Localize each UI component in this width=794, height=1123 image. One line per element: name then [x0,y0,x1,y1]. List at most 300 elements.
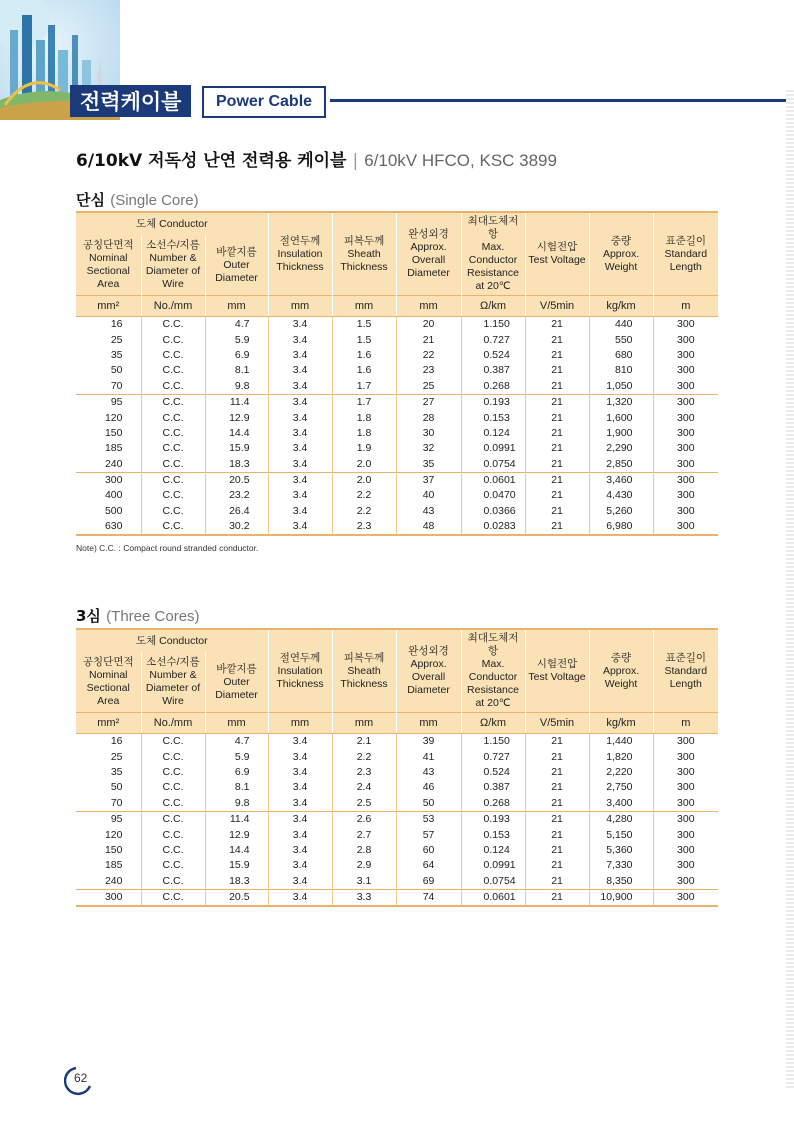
cell-test-voltage: 21 [525,394,589,410]
table-row [76,765,718,780]
cell-length: 300 [653,780,718,795]
cell-outer-dia: 20.5 [205,472,268,488]
cell-nominal-area: 120 [104,828,123,841]
cell-outer-dia: 8.1 [205,363,268,378]
table-row [76,734,718,750]
cell-sheath: 1.7 [332,394,396,410]
cell-insulation: 3.4 [268,749,332,764]
col-overall-kr: 완성외경 [408,645,449,657]
cell-test-voltage: 21 [525,843,589,858]
table-note: Note) C.C. : Compact round stranded conductor. [76,543,259,553]
table-row [76,348,718,363]
cell-outer-dia: 8.1 [205,780,268,795]
cell-sheath: 2.9 [332,858,396,873]
cell-test-voltage: 21 [525,332,589,347]
col-resistance-en: Max. Conductor Resistance at 20℃ [467,241,519,292]
cell-wire: C.C. [141,426,205,441]
table-row [76,472,718,488]
unit-cell: kg/km [589,296,653,317]
cell-outer-dia: 4.7 [205,317,268,333]
cell-weight: 1,320 [589,394,653,410]
col-length-en: Standard Length [664,664,708,690]
cell-weight: 3,400 [589,796,653,812]
table-row [76,811,718,827]
col-overall-en: Approx. Overall Diameter [407,241,450,279]
cell-length: 300 [653,889,718,906]
cell-insulation: 3.4 [268,874,332,890]
unit-cell: mm [332,296,396,317]
col-resistance [461,629,525,713]
cell-wire: C.C. [141,472,205,488]
col-test-voltage-en: Test Voltage [528,254,586,266]
cell-sheath: 2.2 [332,504,396,519]
cell-wire: C.C. [141,519,205,535]
cell-resistance: 0.524 [461,348,525,363]
cell-insulation: 3.4 [268,858,332,873]
cell-weight: 2,290 [589,441,653,456]
col-nominal-area-en: Nominal Sectional Area [86,669,130,707]
cell-nominal-area: 120 [104,411,123,424]
col-wire-kr: 소선수/지름 [146,239,200,251]
cell-insulation: 3.4 [268,441,332,456]
col-insulation-kr: 절연두께 [279,651,321,664]
cell-length: 300 [653,348,718,363]
cell-sheath: 2.6 [332,811,396,827]
cell-nominal-area: 16 [76,734,141,750]
col-insulation [268,212,332,296]
header-title-en: Power Cable [202,86,326,118]
cell-insulation: 3.4 [268,426,332,441]
single-core-table [76,211,718,536]
col-sheath-kr: 피복두께 [343,651,385,664]
cell-insulation: 3.4 [268,734,332,750]
cell-insulation: 3.4 [268,410,332,425]
unit-cell: kg/km [589,713,653,734]
cell-wire: C.C. [141,874,205,890]
section-title-three-cores [76,605,200,626]
cell-wire: C.C. [141,843,205,858]
cell-length: 300 [653,332,718,347]
cell-length: 300 [653,749,718,764]
col-length-kr: 표준길이 [665,234,707,247]
cell-length: 300 [653,457,718,473]
cell-nominal-area: 50 [110,781,123,794]
cell-weight: 1,820 [589,749,653,764]
cell-length: 300 [653,394,718,410]
cell-insulation: 3.4 [268,317,332,333]
cell-weight: 3,460 [589,472,653,488]
col-insulation-en: Insulation Thickness [276,247,324,273]
cell-resistance: 0.387 [461,780,525,795]
cell-overall: 35 [396,457,461,473]
cell-sheath: 1.6 [332,363,396,378]
table-row [76,457,718,473]
cell-overall: 48 [396,519,461,535]
cell-resistance: 0.0754 [461,874,525,890]
cell-overall: 28 [396,410,461,425]
cell-wire: C.C. [141,858,205,873]
col-outer-dia-en: Outer Diameter [215,258,258,284]
cell-insulation: 3.4 [268,504,332,519]
cell-nominal-area: 150 [104,843,123,856]
conductor-group-header: 도체 Conductor [76,629,268,652]
col-weight-en: Approx. Weight [602,664,640,690]
cell-insulation: 3.4 [268,457,332,473]
table-row [76,441,718,456]
col-nominal-area-kr: 공칭단면적 [82,239,134,251]
table-row [76,796,718,812]
cell-test-voltage: 21 [525,426,589,441]
col-test-voltage-en: Test Voltage [528,671,586,683]
col-outer-dia [205,652,268,713]
cell-sheath: 2.2 [332,488,396,503]
cell-test-voltage: 21 [525,858,589,873]
cell-outer-dia: 26.4 [205,504,268,519]
unit-cell: mm [396,713,461,734]
col-sheath [332,212,396,296]
col-sheath [332,629,396,713]
cell-length: 300 [653,426,718,441]
table-row [76,874,718,890]
cell-overall: 27 [396,394,461,410]
cell-overall: 40 [396,488,461,503]
cell-test-voltage: 21 [525,504,589,519]
cell-sheath: 2.2 [332,749,396,764]
three-cores-table [76,628,718,907]
col-outer-dia-kr: 바깥지름 [216,245,257,258]
cell-outer-dia: 18.3 [205,457,268,473]
cell-sheath: 2.4 [332,780,396,795]
col-resistance [461,212,525,296]
unit-cell: mm [396,296,461,317]
cell-resistance: 0.0754 [461,457,525,473]
cell-nominal-area: 70 [110,796,123,809]
cell-wire: C.C. [141,457,205,473]
cell-nominal-area: 500 [104,504,123,517]
cell-sheath: 2.0 [332,457,396,473]
table-row [76,426,718,441]
cell-wire: C.C. [141,504,205,519]
cell-wire: C.C. [141,811,205,827]
cell-wire: C.C. [141,765,205,780]
col-length [653,212,718,296]
cell-test-voltage: 21 [525,827,589,842]
section-title-en: (Single Core) [110,192,199,209]
cell-wire: C.C. [141,363,205,378]
cell-test-voltage: 21 [525,749,589,764]
cell-wire: C.C. [141,394,205,410]
cell-sheath: 1.5 [332,332,396,347]
cell-resistance: 0.0283 [461,519,525,535]
cell-outer-dia: 6.9 [205,765,268,780]
page-number-text: 62 [74,1071,88,1085]
cell-outer-dia: 23.2 [205,488,268,503]
cell-overall: 64 [396,858,461,873]
col-resistance-kr: 최대도체저항 [467,632,519,657]
cell-weight: 5,360 [589,843,653,858]
cell-weight: 5,150 [589,827,653,842]
cell-wire: C.C. [141,488,205,503]
cell-resistance: 0.193 [461,811,525,827]
table-header [76,212,718,317]
section-title-kr: 3심 [76,607,101,625]
cell-nominal-area: 35 [110,348,123,361]
cell-wire: C.C. [141,780,205,795]
cell-overall: 22 [396,348,461,363]
side-strip [786,88,794,1088]
cell-insulation: 3.4 [268,889,332,906]
unit-cell: mm [205,713,268,734]
conductor-group-header: 도체 Conductor [76,212,268,235]
cell-insulation: 3.4 [268,488,332,503]
cell-nominal-area: 400 [104,489,123,502]
cell-weight: 2,850 [589,457,653,473]
cell-nominal-area: 185 [104,859,123,872]
cell-test-voltage: 21 [525,796,589,812]
cell-outer-dia: 9.8 [205,796,268,812]
unit-cell: mm [205,296,268,317]
col-weight-en: Approx. Weight [602,247,640,273]
table-body [76,734,718,907]
cell-weight: 7,330 [589,858,653,873]
cell-nominal-area: 25 [110,333,123,346]
cell-nominal-area: 300 [76,472,141,488]
cell-overall: 32 [396,441,461,456]
cell-overall: 21 [396,332,461,347]
col-insulation-en: Insulation Thickness [276,664,324,690]
cell-resistance: 0.0991 [461,441,525,456]
cell-test-voltage: 21 [525,363,589,378]
cell-insulation: 3.4 [268,394,332,410]
cell-length: 300 [653,734,718,750]
cell-resistance: 0.124 [461,843,525,858]
section-title-en: (Three Cores) [106,608,200,625]
col-outer-dia-kr: 바깥지름 [216,662,257,675]
cell-sheath: 1.8 [332,410,396,425]
table-row [76,749,718,764]
cell-weight: 2,750 [589,780,653,795]
col-length [653,629,718,713]
table-row [76,410,718,425]
cell-sheath: 2.3 [332,765,396,780]
cell-insulation: 3.4 [268,379,332,395]
col-overall-en: Approx. Overall Diameter [407,658,450,696]
cell-sheath: 1.9 [332,441,396,456]
cell-outer-dia: 12.9 [205,827,268,842]
cell-resistance: 0.524 [461,765,525,780]
cell-test-voltage: 21 [525,734,589,750]
cell-outer-dia: 5.9 [205,749,268,764]
col-test-voltage-kr: 시험전압 [536,241,578,253]
cell-outer-dia: 12.9 [205,410,268,425]
cell-overall: 57 [396,827,461,842]
page-number [64,1066,94,1096]
cell-nominal-area: 240 [104,874,123,887]
cell-outer-dia: 14.4 [205,843,268,858]
cell-resistance: 0.268 [461,796,525,812]
col-nominal-area [76,652,141,713]
table-row [76,332,718,347]
cell-test-voltage: 21 [525,889,589,906]
cell-weight: 810 [589,363,653,378]
cell-length: 300 [653,519,718,535]
unit-cell: mm [332,713,396,734]
cell-insulation: 3.4 [268,765,332,780]
cell-outer-dia: 15.9 [205,441,268,456]
cell-overall: 50 [396,796,461,812]
header-banner [0,0,794,130]
cell-insulation: 3.4 [268,472,332,488]
cell-outer-dia: 4.7 [205,734,268,750]
unit-cell: m [653,713,718,734]
cell-length: 300 [653,488,718,503]
cell-length: 300 [653,379,718,395]
cell-resistance: 1.150 [461,317,525,333]
cell-resistance: 0.0366 [461,504,525,519]
cell-insulation: 3.4 [268,363,332,378]
cell-length: 300 [653,858,718,873]
cell-sheath: 2.0 [332,472,396,488]
units-row [76,713,718,734]
cell-resistance: 0.0470 [461,488,525,503]
cell-weight: 8,350 [589,874,653,890]
col-nominal-area-kr: 공칭단면적 [82,656,134,668]
cell-weight: 4,430 [589,488,653,503]
cell-test-voltage: 21 [525,780,589,795]
cell-test-voltage: 21 [525,472,589,488]
cell-nominal-area: 240 [104,457,123,470]
cell-overall: 37 [396,472,461,488]
table-row [76,488,718,503]
col-wire-en: Number & Diameter of Wire [145,252,201,290]
cell-wire: C.C. [141,749,205,764]
cell-overall: 74 [396,889,461,906]
section-title-kr: 단심 [76,191,105,209]
cell-weight: 440 [589,317,653,333]
cell-sheath: 1.6 [332,348,396,363]
cell-wire: C.C. [141,734,205,750]
cell-weight: 1,440 [589,734,653,750]
col-insulation-kr: 절연두께 [279,234,321,247]
cell-overall: 53 [396,811,461,827]
col-weight [589,212,653,296]
cell-wire: C.C. [141,796,205,812]
cell-weight: 550 [589,332,653,347]
cell-sheath: 2.7 [332,827,396,842]
cell-sheath: 2.5 [332,796,396,812]
unit-cell: Ω/km [461,296,525,317]
col-length-kr: 표준길이 [665,651,707,664]
unit-cell: No./mm [141,713,205,734]
cell-test-voltage: 21 [525,874,589,890]
cell-outer-dia: 15.9 [205,858,268,873]
cell-test-voltage: 21 [525,519,589,535]
cell-length: 300 [653,441,718,456]
unit-cell: mm [268,713,332,734]
col-overall [396,629,461,713]
cell-weight: 2,220 [589,765,653,780]
col-overall [396,212,461,296]
cell-resistance: 0.727 [461,749,525,764]
cell-sheath: 2.3 [332,519,396,535]
cell-weight: 6,980 [589,519,653,535]
col-test-voltage [525,212,589,296]
cell-overall: 23 [396,363,461,378]
table-row [76,519,718,535]
col-sheath-en: Sheath Thickness [340,247,388,273]
table-row [76,317,718,333]
cell-wire: C.C. [141,410,205,425]
cell-insulation: 3.4 [268,519,332,535]
unit-cell: No./mm [141,296,205,317]
cell-nominal-area: 16 [76,317,141,333]
cell-sheath: 1.8 [332,426,396,441]
col-outer-dia [205,235,268,296]
cell-length: 300 [653,410,718,425]
cell-overall: 69 [396,874,461,890]
cell-wire: C.C. [141,317,205,333]
col-weight-kr: 중량 [610,234,632,247]
cell-resistance: 0.268 [461,379,525,395]
cell-length: 300 [653,811,718,827]
col-wire [141,235,205,296]
cell-outer-dia: 11.4 [205,394,268,410]
cell-outer-dia: 5.9 [205,332,268,347]
cell-length: 300 [653,472,718,488]
cell-nominal-area: 70 [110,379,123,392]
col-wire [141,652,205,713]
cell-test-voltage: 21 [525,348,589,363]
col-outer-dia-en: Outer Diameter [215,675,258,701]
cell-outer-dia: 20.5 [205,889,268,906]
cell-test-voltage: 21 [525,765,589,780]
cell-weight: 1,600 [589,410,653,425]
unit-cell: Ω/km [461,713,525,734]
col-nominal-area-en: Nominal Sectional Area [86,252,130,290]
cell-nominal-area: 95 [76,394,141,410]
cell-wire: C.C. [141,332,205,347]
col-sheath-en: Sheath Thickness [340,664,388,690]
cell-test-voltage: 21 [525,410,589,425]
table-row [76,843,718,858]
cell-resistance: 0.153 [461,827,525,842]
cell-weight: 1,050 [589,379,653,395]
cell-weight: 680 [589,348,653,363]
cell-insulation: 3.4 [268,827,332,842]
table-row [76,780,718,795]
col-wire-kr: 소선수/지름 [146,656,200,668]
cell-nominal-area: 630 [76,519,141,535]
unit-cell: mm² [76,296,141,317]
cell-insulation: 3.4 [268,332,332,347]
col-nominal-area [76,235,141,296]
cell-test-voltage: 21 [525,457,589,473]
cell-test-voltage: 21 [525,441,589,456]
cell-weight: 1,900 [589,426,653,441]
product-title-sub: 6/10kV HFCO, KSC 3899 [364,151,557,170]
cell-weight: 4,280 [589,811,653,827]
col-sheath-kr: 피복두께 [343,234,385,247]
cell-resistance: 0.727 [461,332,525,347]
unit-cell: mm² [76,713,141,734]
section-title-single-core [76,189,199,210]
header-rule [330,99,794,102]
product-title [76,146,557,171]
col-resistance-en: Max. Conductor Resistance at 20℃ [467,658,519,709]
cell-outer-dia: 18.3 [205,874,268,890]
col-length-en: Standard Length [664,247,708,273]
unit-cell: m [653,296,718,317]
